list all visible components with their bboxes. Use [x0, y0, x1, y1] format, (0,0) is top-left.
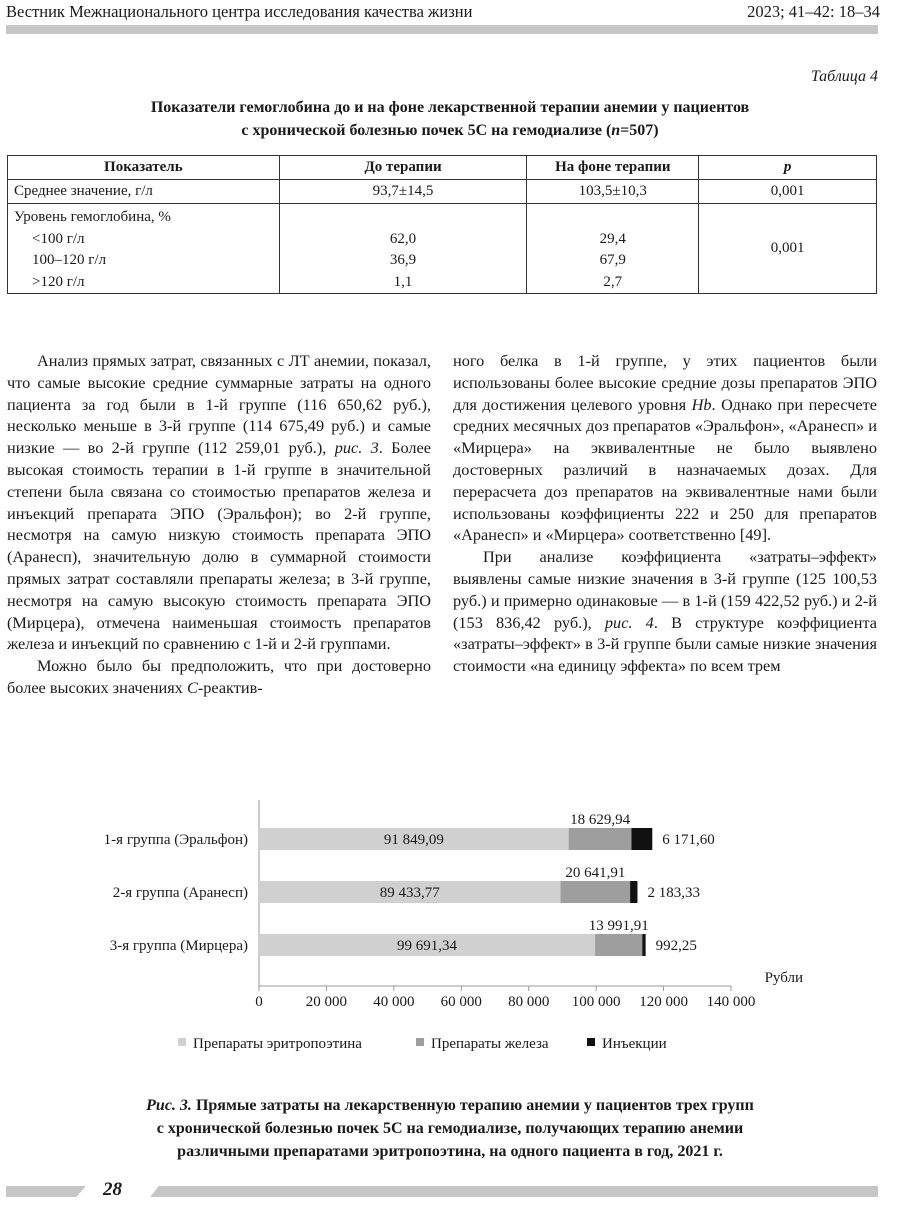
data-label: 2 183,33 [647, 885, 700, 901]
data-label: 20 641,91 [565, 865, 626, 881]
data-label: 89 433,77 [379, 885, 440, 901]
x-tick-label: 20 000 [305, 994, 348, 1010]
italic-term: Hb [691, 394, 712, 414]
value: 1,1 [393, 273, 413, 290]
col-header-p: p [699, 156, 877, 180]
value: 62,0 [389, 230, 417, 247]
bar-segment [642, 934, 645, 956]
text-column-right [453, 350, 877, 677]
journal-citation: 2023; 41–42: 18–34 [747, 2, 880, 21]
legend-swatch [587, 1038, 595, 1046]
x-tick-label: 80 000 [508, 994, 550, 1010]
bar-segment [569, 828, 632, 850]
table-row [8, 204, 877, 294]
cell-before [279, 204, 527, 294]
italic-letter: С [186, 677, 198, 697]
data-label: 91 849,09 [383, 832, 444, 848]
table-title-line-1: Показатели гемоглобина до и на фоне лекарственной терапии анемии у пациентов [150, 99, 750, 116]
cell-after: 103,5±10,3 [527, 180, 699, 204]
legend-label: Препараты железа [431, 1036, 549, 1052]
text-column-left [7, 350, 431, 699]
paragraph-text: . Более высокая стоимость терапии в 1-й группе в значительной степени была связана со стоимостью препаратов железа и инъекций препарата ЭПО (Эральфон); во 2-й группе, несмотря на самую низкую стоимость препарата ЭПО (Аранесп), значительную долю в суммарной стоимости прямых затрат составляли препараты железа; в 3-й группе, несмотря на самую высокую стоимость препарата ЭПО (Мирцера), отмечена наименьшая стоимость препаратов железа и инъекций по сравнению с 1-й и 2-й группами. [7, 438, 431, 654]
stacked-bar-chart [0, 790, 900, 1070]
figure-ref: рис. 4 [604, 612, 654, 632]
paragraph-text: Можно было бы предположить, что при достоверно более высоких значениях [7, 656, 431, 697]
x-tick-label: 60 000 [440, 994, 482, 1010]
header-rule [6, 25, 878, 34]
value: 29,4 [599, 230, 626, 247]
figure-ref: рис. 3 [334, 438, 379, 458]
table-title-n: n [611, 122, 621, 139]
x-tick-label: 100 000 [571, 994, 621, 1010]
row-label: Уровень гемоглобина, % [14, 209, 171, 225]
legend-swatch [178, 1038, 186, 1046]
category-label: 1-я группа (Эральфон) [103, 832, 248, 848]
table-row [8, 180, 877, 204]
journal-title: Вестник Межнационального центра исследования качества жизни [6, 2, 473, 21]
col-header-before: До терапии [279, 156, 527, 180]
sub-label: 100–120 г/л [32, 252, 107, 268]
paragraph [453, 546, 877, 677]
value: 36,9 [389, 252, 417, 268]
legend-label: Препараты эритропоэтина [193, 1036, 362, 1052]
value: 67,9 [599, 252, 626, 268]
paragraph [453, 350, 877, 546]
caption-text: Прямые затраты на лекарственную терапию анемии у пациентов трех групп [191, 1097, 754, 1114]
cell-label [8, 204, 280, 294]
paragraph-text: . В структуре коэффициента «затраты–эффект» в 3-й группе были самые низкие значения стоимости «на единицу эффекта» по всем трем [453, 612, 877, 676]
caption-line-1 [0, 1094, 900, 1117]
paragraph-text: Анализ прямых затрат, связанных с ЛТ анемии, показал, что самые высокие средние суммарные затраты на одного пациента за год были в 1-й группе (116 650,62 руб.), несколько меньше в 3-й группе (114 675,49 руб.) и самые низкие — во 2-й группе (112 259,01 руб.), [7, 351, 431, 458]
x-tick-label: 40 000 [373, 994, 415, 1010]
cell-after [527, 204, 699, 294]
cell-p: 0,001 [699, 204, 877, 294]
x-tick-label: 0 [255, 994, 263, 1010]
table-header-row [8, 156, 877, 180]
bar-segment [561, 881, 631, 903]
caption-line-3: различными препаратами эритропоэтина, на одного пациента в год, 2021 г. [177, 1143, 723, 1160]
table-title [0, 96, 900, 142]
cell-before: 93,7±14,5 [279, 180, 527, 204]
paragraph [7, 350, 431, 655]
x-axis-label: Рубли [764, 970, 803, 986]
paragraph-text: -реактив- [197, 677, 263, 697]
table-title-n-value: =507) [620, 122, 659, 139]
bar-segment [595, 934, 642, 956]
bar-segment [630, 881, 637, 903]
figure-caption [0, 1094, 900, 1163]
paragraph-text: ного белка в 1-й группе, у этих пациентов были использованы более высокие средние дозы препаратов ЭПО для достижения целевого уровня [453, 351, 877, 414]
cell-label: Среднее значение, г/л [8, 180, 280, 204]
table-title-text: с хронической болезнью почек 5С на гемодиализе ( [241, 122, 612, 139]
page-number: 28 [103, 1179, 122, 1200]
table-title-line-2 [0, 119, 900, 142]
footer-bar-right [150, 1186, 878, 1197]
data-label: 992,25 [655, 938, 697, 954]
cell-p: 0,001 [699, 180, 877, 204]
paragraph-text: При анализе коэффициента «затраты–эффект» выявлены самые низкие значения в 3-й группе (125 100,53 руб.) и примерно одинаковые — в 1-й (159 422,52 руб.) и 2-й (153 836,42 руб.), [453, 547, 877, 632]
category-label: 2-я группа (Аранесп) [112, 885, 248, 901]
sub-label: <100 г/л [32, 230, 85, 247]
table-number: Таблица 4 [810, 68, 878, 85]
col-header-after: На фоне терапии [527, 156, 699, 180]
data-label: 6 171,60 [662, 832, 715, 848]
hemoglobin-table [7, 155, 877, 294]
bar-segment [631, 828, 652, 850]
category-label: 3-я группа (Мирцера) [109, 938, 248, 954]
caption-line-2: с хронической болезнью почек 5С на гемодиализе, получающих терапию анемии [156, 1120, 744, 1137]
paragraph [7, 655, 431, 699]
data-label: 13 991,91 [588, 918, 649, 934]
x-tick-label: 140 000 [706, 994, 756, 1010]
caption-figure-ref: Рис. 3. [146, 1097, 192, 1114]
legend-label: Инъекции [602, 1036, 667, 1052]
value: 2,7 [603, 273, 623, 290]
data-label: 99 691,34 [397, 938, 458, 954]
paragraph-text: . Однако при пересчете средних месячных доз препаратов «Эральфон», «Аранесп» и «Мирцера» на эквивалентные не было выявлено достоверных различий в назначаемых дозах. Для перерасчета доз препаратов на эквивалентные нами были использованы коэффициенты 222 и 250 для препаратов «Аранесп» и «Мирцера» соответственно [49]. [453, 394, 877, 545]
x-tick-label: 120 000 [639, 994, 688, 1010]
col-header-indicator: Показатель [8, 156, 280, 180]
data-label: 18 629,94 [570, 812, 631, 828]
sub-label: >120 г/л [32, 273, 85, 290]
footer-bar-left [6, 1186, 86, 1197]
legend-swatch [416, 1038, 424, 1046]
